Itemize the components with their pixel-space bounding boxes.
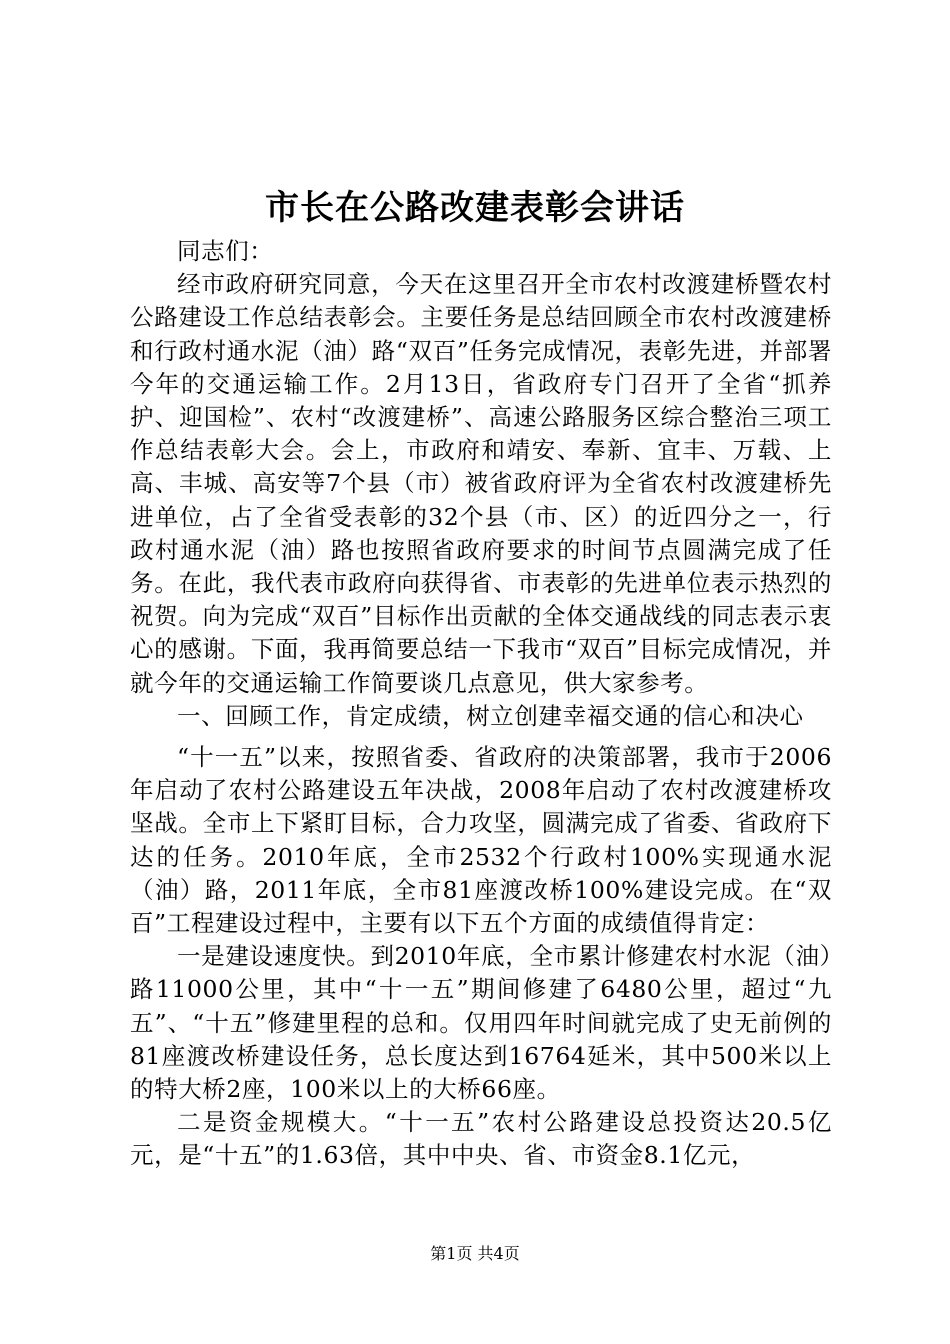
paragraph-intro: 经市政府研究同意，今天在这里召开全市农村改渡建桥暨农村公路建设工作总结表彰会。主要任务是总结回顾全市农村改渡建桥和行政村通水泥（油）路“双百”任务完成情况，表彰先进，并部署今年的交通运输工作。2月13日，省政府专门召开了全省“抓养护、迎国检”、农村“改渡建桥”、高速公路服务区综合整治三项工作总结表彰大会。会上，市政府和靖安、奉新、宜丰、万载、上高、丰城、高安等7个县（市）被省政府评为全省农村改渡建桥先进单位，占了全省受表彰的32个县（市、区）的近四分之一，行政村通水泥（油）路也按照省政府要求的时间节点圆满完成了任务。在此，我代表市政府向获得省、市表彰的先进单位表示热烈的祝贺。向为完成“双百”目标作出贡献的全体交通战线的同志表示衷心的感谢。下面，我再简要总结一下我市“双百”目标完成情况，并就今年的交通运输工作简要谈几点意见，供大家参考。 (130, 270, 832, 697)
paragraph-point-1: 一是建设速度快。到2010年底，全市累计修建农村水泥（油）路11000公里，其中“十一五”期间修建了6480公里，超过“九五”、“十五”修建里程的总和。仅用四年时间就完成了史无前例的81座渡改桥建设任务，总长度达到16764延米，其中500米以上的特大桥2座，100米以上的大桥66座。 (130, 942, 832, 1104)
document-body (130, 235, 832, 1173)
document-title: 市长在公路改建表彰会讲话 (265, 188, 685, 228)
paragraph-point-2: 二是资金规模大。“十一五”农村公路建设总投资达20.5亿元，是“十五”的1.63倍，其中中央、省、市资金8.1亿元， (130, 1108, 832, 1170)
page-footer: 第1页 共4页 (430, 1244, 520, 1263)
paragraph-review: “十一五”以来，按照省委、省政府的决策部署，我市于2006年启动了农村公路建设五年决战，2008年启动了农村改渡建桥攻坚战。全市上下紧盯目标，合力攻坚，圆满完成了省委、省政府下达的任务。2010年底，全市2532个行政村100%实现通水泥（油）路，2011年底，全市81座渡改桥100%建设完成。在“双百”工程建设过程中，主要有以下五个方面的成绩值得肯定： (130, 743, 832, 938)
section-heading-1: 一、回顾工作，肯定成绩，树立创建幸福交通的信心和决心 (177, 701, 804, 730)
greeting: 同志们： (177, 237, 274, 265)
